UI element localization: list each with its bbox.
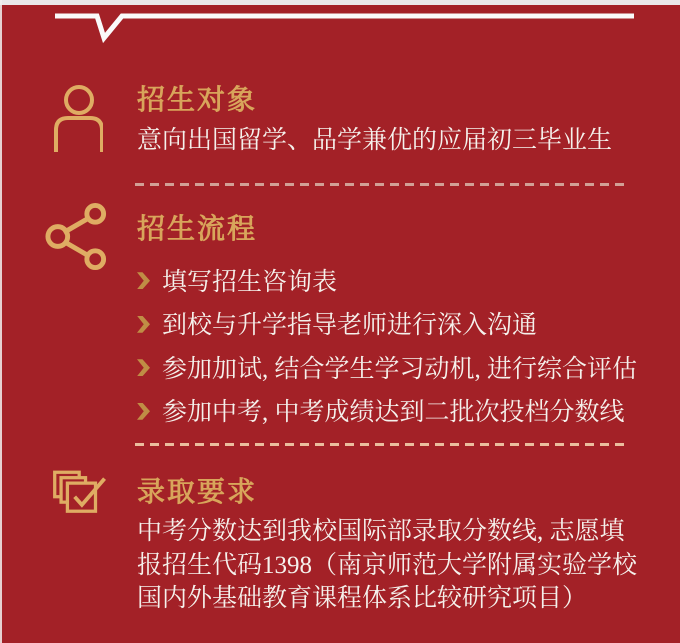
bullet-text: 参加加试, 结合学生学习动机, 进行综合评估	[162, 355, 638, 383]
list-item	[137, 345, 637, 389]
bullet-text: 参加中考, 中考成绩达到二批次投档分数线	[162, 399, 625, 427]
process-bullet-list	[137, 258, 637, 432]
list-item	[137, 302, 637, 346]
section-title-requirements: 录取要求	[137, 477, 258, 508]
documents-check-icon	[52, 468, 110, 520]
list-item	[137, 389, 637, 433]
person-icon	[53, 84, 103, 152]
speech-tail-line	[0, 0, 680, 46]
section-title-target: 招生对象	[137, 85, 258, 116]
list-item	[137, 258, 637, 302]
section-body-requirements: 中考分数达到我校国际部录取分数线, 志愿填报招生代码1398（南京师范大学附属实验学校国内外基础教育课程体系比较研究项目）	[137, 518, 638, 612]
section-body-target: 意向出国留学、品学兼优的应届初三毕业生	[137, 127, 613, 154]
arrow-bullet-icon	[137, 359, 150, 376]
dashed-divider	[135, 183, 627, 186]
bullet-text: 到校与升学指导老师进行深入沟通	[162, 312, 538, 340]
arrow-bullet-icon	[137, 272, 150, 289]
dashed-divider	[135, 443, 627, 446]
arrow-bullet-icon	[137, 403, 150, 420]
share-icon	[44, 203, 111, 270]
arrow-bullet-icon	[137, 316, 150, 333]
section-title-process: 招生流程	[137, 214, 258, 245]
left-edge-sliver	[0, 0, 2, 643]
bullet-text: 填写招生咨询表	[162, 268, 338, 296]
